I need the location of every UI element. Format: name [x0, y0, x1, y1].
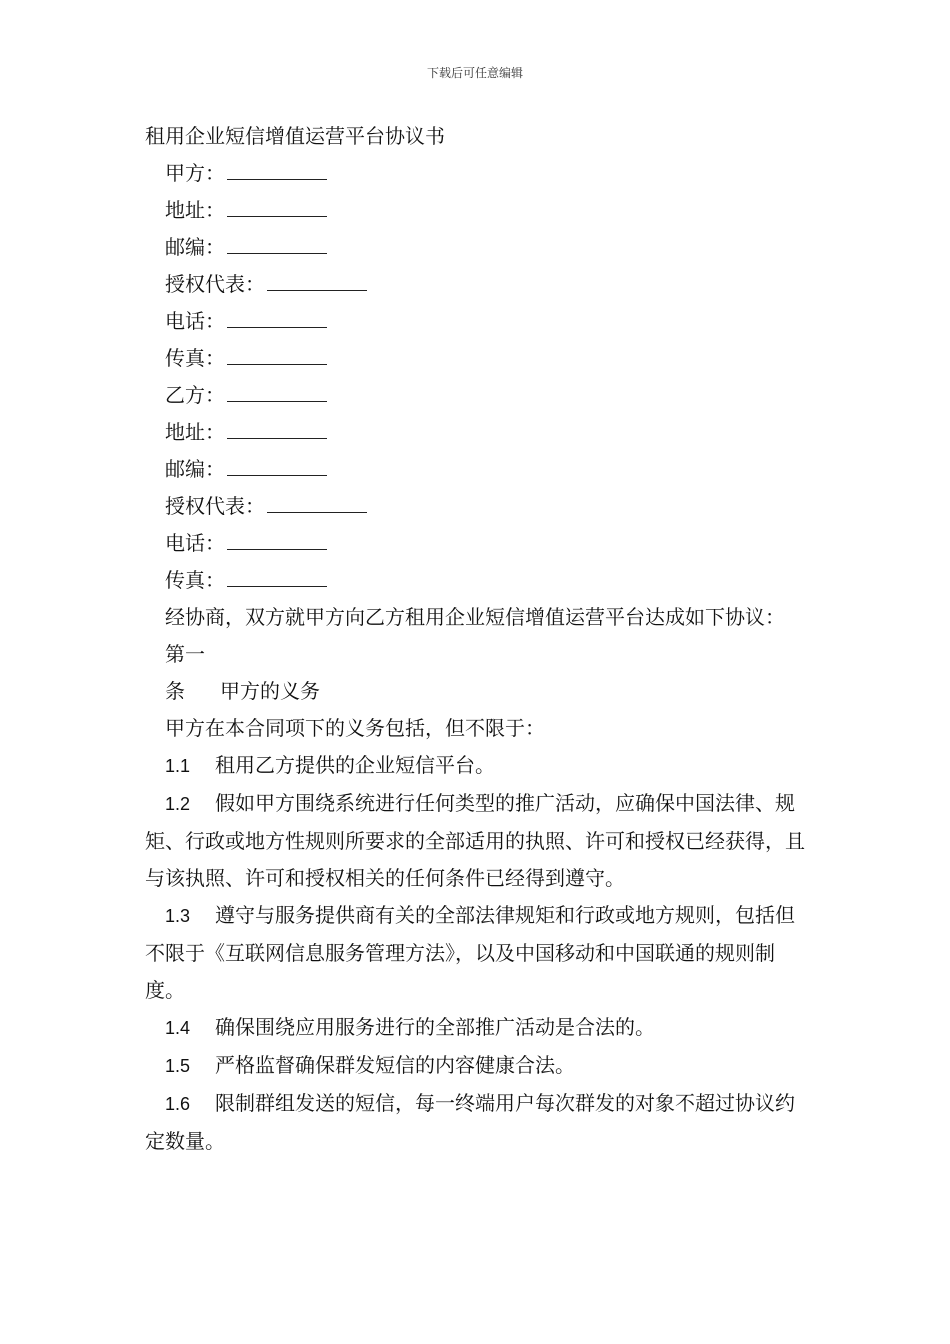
intro-paragraph: 经协商，双方就甲方向乙方租用企业短信增值运营平台达成如下协议：: [165, 605, 785, 629]
obligation-item: [145, 747, 810, 785]
article-title: 甲方的义务: [220, 679, 320, 703]
article-number: 第一条: [165, 642, 205, 703]
blank-line: [227, 303, 327, 328]
item-number: 1.5: [165, 1056, 191, 1076]
item-number: 1.2: [165, 794, 191, 814]
party-a-phone-field: [145, 303, 810, 340]
party-a-postcode-field: [145, 229, 810, 266]
field-label: 电话：: [165, 531, 225, 555]
field-label: 邮编：: [165, 235, 225, 259]
blank-line: [227, 562, 327, 587]
blank-line: [227, 192, 327, 217]
item-number: 1.3: [165, 906, 191, 926]
blank-line: [267, 488, 367, 513]
field-label: 授权代表：: [165, 494, 265, 518]
blank-line: [227, 414, 327, 439]
item-text: 确保围绕应用服务进行的全部推广活动是合法的。: [215, 1015, 655, 1039]
item-text: 假如甲方围绕系统进行任何类型的推广活动，应确保中国法律、规矩、行政或地方性规则所要求的全部适用的执照、许可和授权已经获得，且与该执照、许可和授权相关的任何条件已经得到遵守。: [145, 791, 805, 890]
item-number: 1.1: [165, 756, 191, 776]
obligation-item: [145, 1085, 810, 1160]
blank-line: [227, 340, 327, 365]
blank-line: [227, 377, 327, 402]
party-b-rep-field: [145, 488, 810, 525]
item-number: 1.4: [165, 1018, 191, 1038]
party-b-phone-field: [145, 525, 810, 562]
document-body: [145, 118, 810, 1160]
item-text: 严格监督确保群发短信的内容健康合法。: [215, 1053, 575, 1077]
obligation-list: [145, 747, 810, 1160]
field-label: 甲方：: [165, 161, 225, 185]
field-label: 地址：: [165, 420, 225, 444]
party-b-postcode-field: [145, 451, 810, 488]
field-label: 乙方：: [165, 383, 225, 407]
blank-line: [227, 525, 327, 550]
field-label: 邮编：: [165, 457, 225, 481]
item-number: 1.6: [165, 1094, 191, 1114]
field-label: 传真：: [165, 346, 225, 370]
obligation-item: [145, 785, 810, 897]
party-a-address-field: [145, 192, 810, 229]
page-header: 下载后可任意编辑: [426, 66, 523, 80]
field-label: 地址：: [165, 198, 225, 222]
item-text: 租用乙方提供的企业短信平台。: [215, 753, 495, 777]
party-b-address-field: [145, 414, 810, 451]
blank-line: [227, 229, 327, 254]
item-text: 限制群组发送的短信，每一终端用户每次群发的对象不超过协议约定数量。: [145, 1091, 795, 1153]
party-b-fax-field: [145, 562, 810, 599]
obligation-item: [145, 1047, 810, 1085]
blank-line: [227, 451, 327, 476]
party-b-name-field: [145, 377, 810, 414]
obligation-item: [145, 897, 810, 1009]
article-1-lead: 甲方在本合同项下的义务包括，但不限于：: [165, 716, 545, 740]
field-label: 传真：: [165, 568, 225, 592]
blank-line: [227, 155, 327, 180]
field-label: 授权代表：: [165, 272, 265, 296]
party-a-name-field: [145, 155, 810, 192]
item-text: 遵守与服务提供商有关的全部法律规矩和行政或地方规则，包括但不限于《互联网信息服务管理方法》，以及中国移动和中国联通的规则制度。: [145, 903, 795, 1002]
document-title: 租用企业短信增值运营平台协议书: [145, 124, 445, 148]
party-a-rep-field: [145, 266, 810, 303]
obligation-item: [145, 1009, 810, 1047]
party-a-fax-field: [145, 340, 810, 377]
field-label: 电话：: [165, 309, 225, 333]
article-1-heading: [145, 636, 810, 710]
blank-line: [267, 266, 367, 291]
